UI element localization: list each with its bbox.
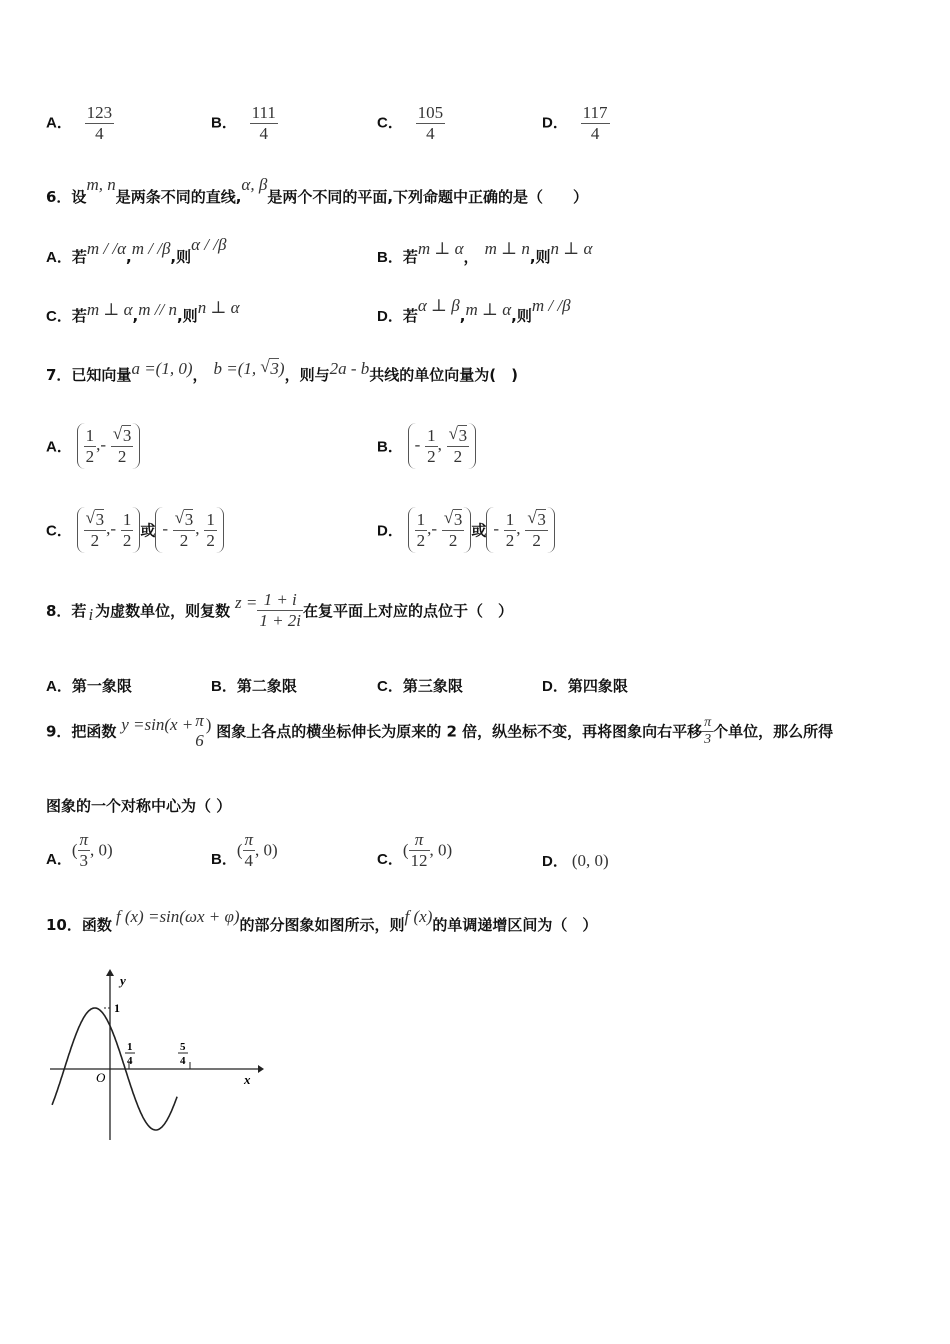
q6-stem: 6．设m, n是两条不同的直线,α, β是两个不同的平面,下列命题中正确的是（ ）	[46, 175, 589, 206]
q8-stem: 8．若 i 为虚数单位，则复数 z = $\frac{1 + i}{1 + 2i}$ 在复平面上对应的点位于（ ）	[46, 590, 514, 630]
q8-option-c[interactable]: C．第三象限	[377, 677, 463, 695]
q6-option-a[interactable]: A．若m / /α,m / /β,则α / /β	[46, 235, 227, 266]
x-tick2-num: 5	[180, 1041, 186, 1053]
vector: - $\frac{1}{2}$ , √ $\frac{3}{2}$	[486, 507, 554, 553]
vector: $\frac{1}{2}$ ,- √ $\frac{3}{2}$	[408, 507, 472, 553]
q8-option-d[interactable]: D．第四象限	[542, 677, 628, 695]
q10-stem: 10．函数 f (x) =sin(ωx + φ)的部分图象如图所示，则f (x)的单调递增区间为（ ）	[46, 907, 598, 934]
q9-options	[0, 830, 950, 870]
q7-option-c[interactable]: C． √ $\frac{3}{2}$ ,- $\frac{1}{2}$ 或 - √ $\frac{3}{2}$ , $\frac{1}{2}$	[46, 507, 224, 553]
q5-options	[0, 103, 950, 143]
origin-label: O	[96, 1070, 106, 1085]
q8-option-a[interactable]: A．第一象限	[46, 677, 132, 695]
vector: - $\frac{1}{2}$ , √ $\frac{3}{2}$	[408, 423, 476, 469]
q8-options	[0, 675, 950, 695]
q7-stem: 7．已知向量a =(1, 0)， b =(1, √ 3)，则与2a - b共线的单位向量为( )	[46, 364, 518, 385]
q6-option-d[interactable]: D．若α ⊥ β,m ⊥ α,则m / /β	[377, 296, 571, 325]
q7-option-d[interactable]: D． $\frac{1}{2}$ ,- √ $\frac{3}{2}$ 或 - $\frac{1}{2}$ , √ $\frac{3}{2}$	[377, 507, 555, 553]
fraction: $\frac{111}{4}$	[251, 103, 276, 143]
x-tick2-den: 4	[180, 1055, 186, 1067]
vector: - √ $\frac{3}{2}$ , $\frac{1}{2}$	[155, 507, 223, 553]
q9-stem-line2: 图象的一个对称中心为（ ）	[46, 797, 232, 815]
q9-option-b[interactable]: B．( $\frac{\pi}{4}$ , 0)	[211, 830, 278, 870]
x-axis-arrow	[258, 1065, 264, 1073]
q5-option-b[interactable]: B． $\frac{111}{4}$	[211, 103, 276, 143]
y-axis-label: y	[120, 973, 126, 988]
y-tick-label: 1	[114, 1001, 120, 1015]
fraction: $\frac{123}{4}$	[86, 103, 113, 143]
q9-option-c[interactable]: C．( $\frac{\pi}{12}$ , 0)	[377, 830, 453, 870]
sine-graph	[44, 968, 264, 1143]
q7-option-a[interactable]: A． $\frac{1}{2}$ ,- √ $\frac{3}{2}$	[46, 423, 140, 469]
q8-option-b[interactable]: B．第二象限	[211, 677, 297, 695]
y-axis-arrow	[106, 969, 114, 976]
x-tick1-num: 1	[127, 1041, 133, 1053]
q9-option-a[interactable]: A．( $\frac{\pi}{3}$ , 0)	[46, 830, 113, 870]
q5-option-c[interactable]: C． $\frac{105}{4}$	[377, 103, 444, 143]
x-tick1-den: 4	[127, 1055, 133, 1067]
fraction: $\frac{117}{4}$	[582, 103, 608, 143]
vector: √ $\frac{3}{2}$ ,- $\frac{1}{2}$	[77, 507, 141, 553]
q5-option-d[interactable]: D． $\frac{117}{4}$	[542, 103, 608, 143]
q5-option-a[interactable]: A． $\frac{123}{4}$	[46, 103, 113, 143]
q6-option-c[interactable]: C．若m ⊥ α,m // n,则n ⊥ α	[46, 298, 240, 325]
x-axis-label: x	[244, 1072, 251, 1087]
vector: $\frac{1}{2}$ ,- √ $\frac{3}{2}$	[77, 423, 141, 469]
fraction: $\frac{105}{4}$	[417, 103, 444, 143]
q6-option-b[interactable]: B．若m ⊥ α， m ⊥ n,则n ⊥ α	[377, 239, 593, 266]
q9-option-d[interactable]: D． (0, 0)	[542, 851, 609, 870]
q9-stem: 9．把函数 y =sin(x + π 6 ) 图象上各点的横坐标伸长为原来的 2 倍，纵坐标不变，再将图象向右平移 $\frac{\pi}{3}$ 个单位，那么所得	[46, 711, 834, 750]
q7-option-b[interactable]: B． - $\frac{1}{2}$ , √ $\frac{3}{2}$	[377, 423, 476, 469]
